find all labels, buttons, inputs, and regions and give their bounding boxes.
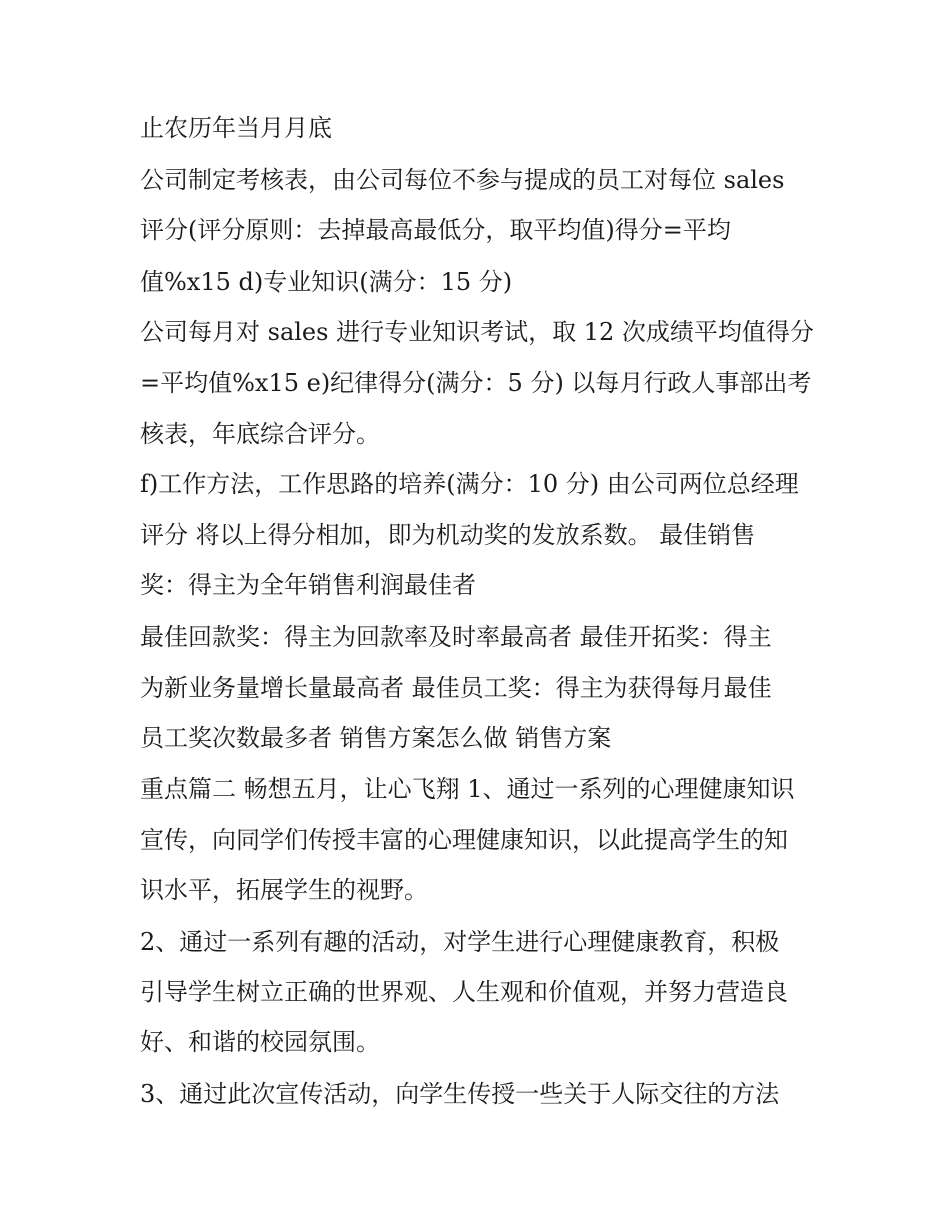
text-line: 评分 将以上得分相加，即为机动奖的发放系数。 最佳销售 — [140, 521, 756, 549]
text-line: 好、和谐的校园氛围。 — [140, 1028, 380, 1056]
text-line: 为新业务量增长量最高者 最佳员工奖：得主为获得每月最佳 — [140, 674, 772, 702]
text-line: 3、通过此次宣传活动，向学生传授一些关于人际交往的方法 — [140, 1080, 780, 1108]
text-line: 奖：得主为全年销售利润最佳者 — [140, 571, 476, 599]
text-line: 引导学生树立正确的世界观、人生观和价值观，并努力营造良 — [140, 978, 788, 1006]
text-line: 值%x15 d)专业知识(满分：15 分) — [140, 268, 513, 296]
text-line: =平均值%x15 e)纪律得分(满分：5 分) 以每月行政人事部出考 — [140, 369, 812, 397]
text-line: f)工作方法，工作思路的培养(满分：10 分) 由公司两位总经理 — [140, 470, 799, 498]
text-line: 最佳回款奖：得主为回款率及时率最高者 最佳开拓奖：得主 — [140, 623, 772, 651]
text-line: 核表，年底综合评分。 — [140, 420, 380, 448]
text-line: 公司每月对 sales 进行专业知识考试，取 12 次成绩平均值得分 — [140, 318, 814, 346]
text-line: 重点篇二 畅想五月，让心飞翔 1、通过一系列的心理健康知识 — [140, 775, 795, 803]
text-line: 评分(评分原则：去掉最高最低分，取平均值)得分=平均 — [140, 216, 731, 244]
text-line: 止农历年当月月底 — [140, 114, 332, 142]
text-line: 识水平，拓展学生的视野。 — [140, 876, 428, 904]
text-line: 2、通过一系列有趣的活动，对学生进行心理健康教育，积极 — [140, 928, 780, 956]
text-line: 宣传，向同学们传授丰富的心理健康知识，以此提高学生的知 — [140, 826, 788, 854]
text-line: 公司制定考核表，由公司每位不参与提成的员工对每位 sales — [140, 166, 785, 194]
text-line: 员工奖次数最多者 销售方案怎么做 销售方案 — [140, 724, 612, 752]
